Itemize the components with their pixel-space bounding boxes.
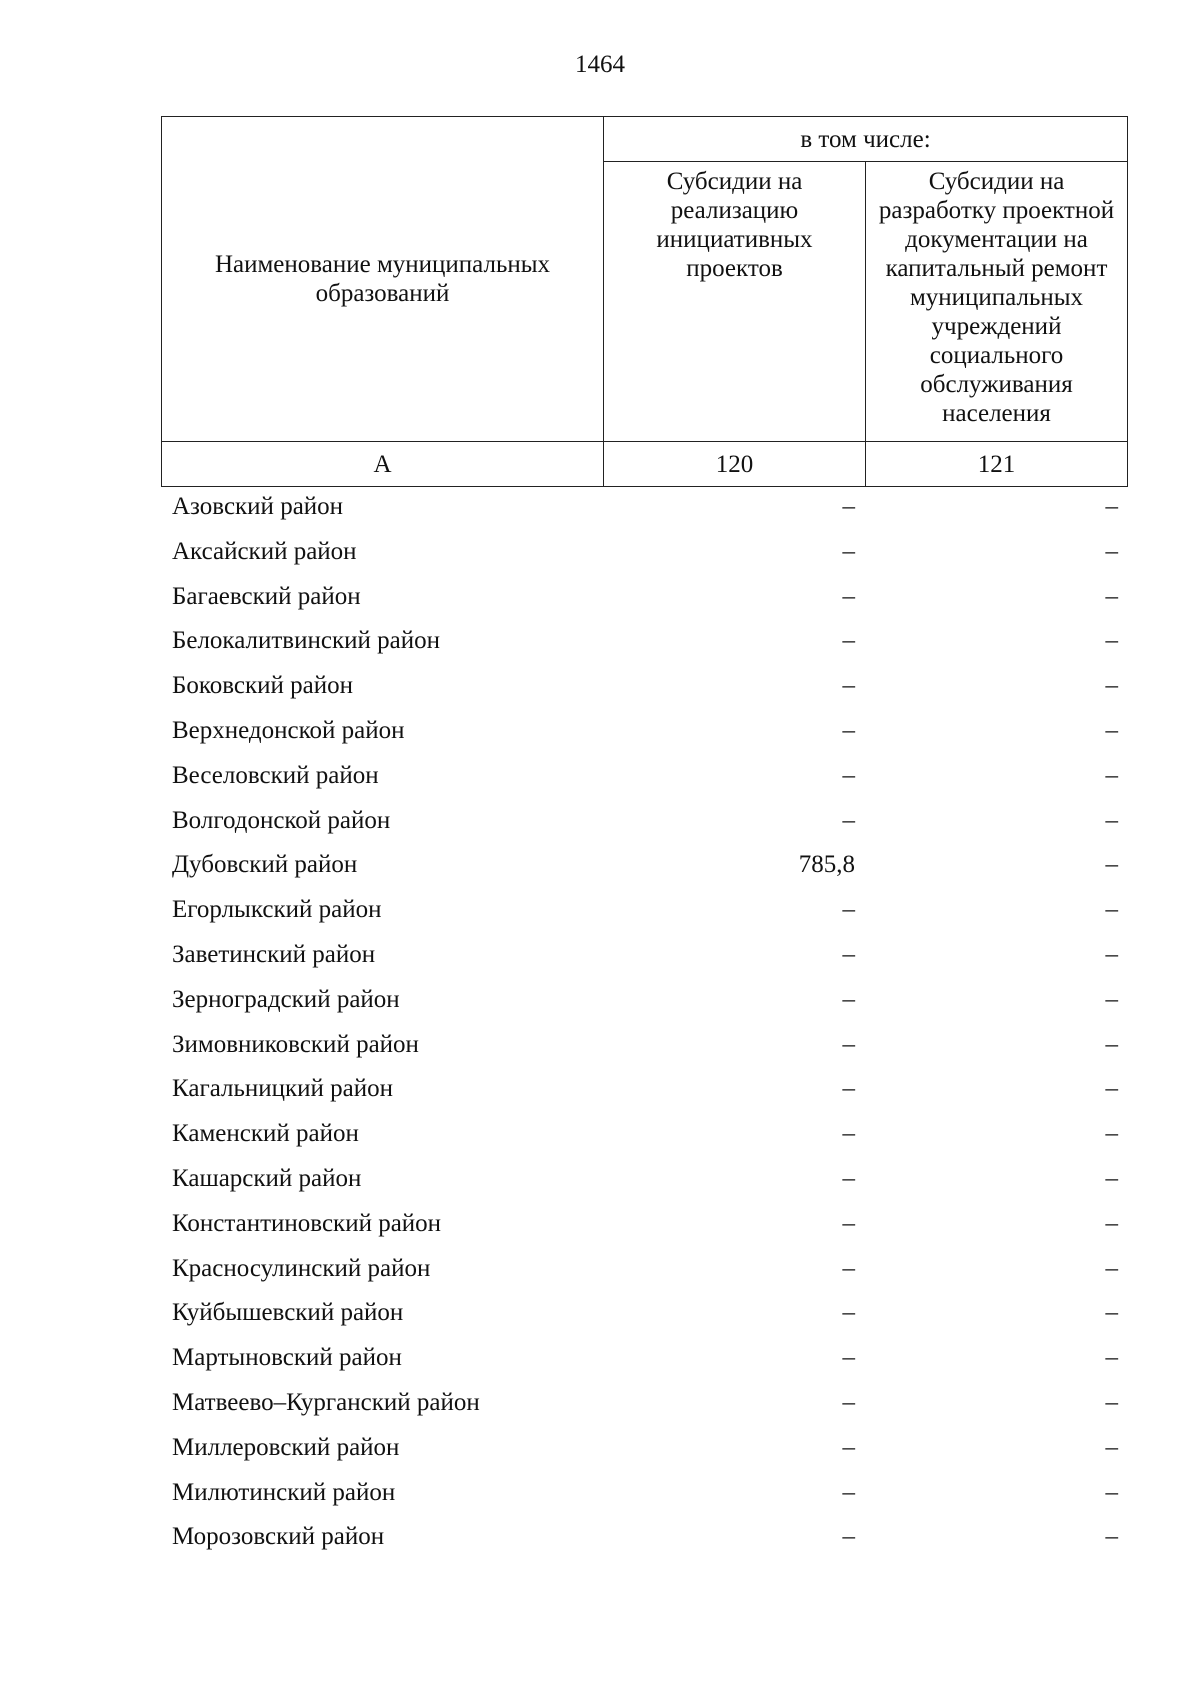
table-row (0, 619, 1200, 664)
row-value-col-121: – (1105, 493, 1118, 520)
row-value-col-121: – (1105, 985, 1118, 1013)
row-value-col-120: – (842, 1075, 855, 1103)
header-name-label: Наименование муниципальных образований (214, 251, 551, 307)
table-row (0, 664, 1200, 709)
row-value-col-121: – (1105, 582, 1118, 610)
row-value-col-121: – (1105, 1075, 1118, 1103)
row-municipality-name: Азовский район (172, 493, 344, 520)
row-value-col-120: 785,8 (798, 851, 855, 879)
row-value-col-120: – (842, 940, 855, 968)
row-value-col-121: – (1105, 1030, 1118, 1058)
header-cell-name (162, 117, 604, 442)
row-municipality-name: Милютинский район (172, 1478, 396, 1506)
row-value-col-121: – (1105, 537, 1118, 565)
table-row (0, 709, 1200, 754)
table-row (0, 1336, 1200, 1381)
row-value-col-121: – (1105, 672, 1118, 700)
row-municipality-name: Белокалитвинский район (172, 627, 440, 655)
row-value-col-120: – (842, 1164, 855, 1192)
table-row (0, 1471, 1200, 1516)
row-value-col-121: – (1105, 1120, 1118, 1148)
row-value-col-120: – (842, 896, 855, 924)
table-row (0, 1202, 1200, 1247)
row-municipality-name: Веселовский район (172, 761, 379, 789)
row-value-col-121: – (1105, 1388, 1118, 1416)
table-row (0, 754, 1200, 799)
row-value-col-121: – (1105, 1164, 1118, 1192)
row-value-col-121: – (1105, 851, 1118, 879)
row-value-col-121: – (1105, 1433, 1118, 1461)
row-value-col-120: – (842, 985, 855, 1013)
table-row (0, 1515, 1200, 1560)
row-value-col-120: – (842, 806, 855, 834)
row-value-col-120: – (842, 1209, 855, 1237)
row-value-col-121: – (1105, 1209, 1118, 1237)
table-row (0, 933, 1200, 978)
column-number-a: А (162, 442, 604, 487)
header-group-label: в том числе: (800, 125, 931, 153)
header-cell-col-121 (866, 162, 1128, 442)
header-cell-col-120 (604, 162, 866, 442)
row-municipality-name: Кагальницкий район (172, 1075, 394, 1103)
row-value-col-121: – (1105, 1254, 1118, 1282)
row-value-col-120: – (842, 1523, 855, 1551)
row-municipality-name: Мартыновский район (172, 1344, 402, 1372)
row-municipality-name: Миллеровский район (172, 1433, 400, 1461)
table-row (0, 485, 1200, 530)
row-value-col-121: – (1105, 896, 1118, 924)
row-value-col-120: – (842, 1433, 855, 1461)
row-municipality-name: Багаевский район (172, 582, 361, 610)
row-value-col-120: – (842, 537, 855, 565)
row-value-col-120: – (842, 761, 855, 789)
row-value-col-120: – (842, 1299, 855, 1327)
table-row (0, 1381, 1200, 1426)
table-row (0, 1157, 1200, 1202)
row-value-col-120: – (842, 1388, 855, 1416)
row-municipality-name: Морозовский район (172, 1523, 385, 1551)
row-value-col-120: – (842, 1478, 855, 1506)
row-value-col-121: – (1105, 716, 1118, 744)
row-value-col-120: – (842, 716, 855, 744)
header-col-121-title: Субсидии на разработку проектной документации на капитальный ремонт муниципальных учреждений социального обслуживания населения (878, 168, 1115, 427)
row-value-col-120: – (842, 1344, 855, 1372)
table-row (0, 843, 1200, 888)
table-row (0, 888, 1200, 933)
table-header (161, 116, 1128, 487)
row-municipality-name: Зерноградский район (172, 985, 400, 1013)
row-value-col-120: – (842, 582, 855, 610)
row-value-col-121: – (1105, 761, 1118, 789)
header-group-cell (604, 117, 1128, 162)
page-number: 1464 (575, 51, 625, 78)
row-value-col-121: – (1105, 627, 1118, 655)
row-value-col-121: – (1105, 1299, 1118, 1327)
row-value-col-120: – (842, 627, 855, 655)
row-municipality-name: Красносулинский район (172, 1254, 431, 1282)
column-number-121: 121 (866, 442, 1128, 487)
row-municipality-name: Волгодонской район (172, 806, 391, 834)
row-municipality-name: Дубовский район (172, 851, 358, 879)
row-municipality-name: Егорлыкский район (172, 896, 382, 924)
row-value-col-120: – (842, 1254, 855, 1282)
row-value-col-121: – (1105, 1523, 1118, 1551)
row-municipality-name: Верхнедонской район (172, 716, 405, 744)
row-municipality-name: Зимовниковский район (172, 1030, 419, 1058)
table-row (0, 1067, 1200, 1112)
row-municipality-name: Константиновский район (172, 1209, 442, 1237)
table-row (0, 1023, 1200, 1068)
row-municipality-name: Матвеево–Курганский район (172, 1388, 480, 1416)
row-value-col-121: – (1105, 1344, 1118, 1372)
table-row (0, 575, 1200, 620)
table-row (0, 530, 1200, 575)
row-value-col-121: – (1105, 940, 1118, 968)
row-municipality-name: Каменский район (172, 1120, 359, 1148)
row-value-col-121: – (1105, 1478, 1118, 1506)
table-row (0, 1426, 1200, 1471)
row-value-col-120: – (842, 672, 855, 700)
table-row (0, 978, 1200, 1023)
row-municipality-name: Аксайский район (172, 537, 357, 565)
table-row (0, 799, 1200, 844)
row-value-col-120: – (842, 493, 855, 520)
row-value-col-120: – (842, 1120, 855, 1148)
table-row (0, 1112, 1200, 1157)
row-municipality-name: Куйбышевский район (172, 1299, 404, 1327)
table-body (0, 485, 1200, 1560)
row-value-col-121: – (1105, 806, 1118, 834)
row-municipality-name: Заветинский район (172, 940, 376, 968)
table-row (0, 1291, 1200, 1336)
row-municipality-name: Кашарский район (172, 1164, 362, 1192)
header-col-120-title: Субсидии на реализацию инициативных проектов (656, 168, 813, 282)
row-municipality-name: Боковский район (172, 672, 353, 700)
table-row (0, 1247, 1200, 1292)
row-value-col-120: – (842, 1030, 855, 1058)
column-number-120: 120 (604, 442, 866, 487)
